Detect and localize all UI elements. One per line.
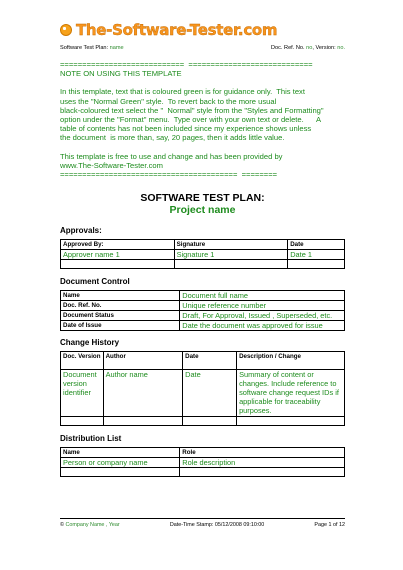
- template-note: [60, 60, 350, 179]
- note-line: black-coloured text select the " Normal" style from the "Styles and Formatting": [60, 105, 324, 115]
- note-line: This template is free to use and change and has been provided by: [60, 151, 283, 161]
- distribution-list-heading: Distribution List: [60, 434, 122, 443]
- table-row: Person or company name Role description: [61, 458, 345, 468]
- footer-company: © Company Name , Year: [60, 522, 120, 528]
- table-row-empty: [61, 468, 345, 477]
- change-history-heading: Change History: [60, 338, 120, 347]
- footer-divider: [60, 518, 345, 519]
- note-line: table of contents has not been included since my experience shows unless: [60, 124, 312, 134]
- note-rule-bottom: ======================================== ========: [60, 170, 278, 180]
- table-row: Document Status Draft, For Approval, Issued , Superseded, etc.: [61, 311, 345, 321]
- logo-text: The-Software-Tester.com: [76, 21, 278, 39]
- distribution-table: [60, 447, 345, 477]
- footer-timestamp: Date-Time Stamp: 05/12/2008 09:10:00: [169, 522, 265, 528]
- table-row: Document version identifier Author name Date Summary of content or changes. Include reference to software change request IDs if applicable for traceability purposes.: [61, 370, 345, 417]
- project-name: Project name: [169, 204, 236, 216]
- document-control-table: [60, 290, 345, 331]
- note-rule-top: ============================ ============================: [60, 60, 313, 69]
- note-line: In this template, text that is coloured green is for guidance only. This text: [60, 87, 305, 97]
- note-heading: NOTE ON USING THIS TEMPLATE: [60, 69, 182, 79]
- table-row-empty: [61, 417, 345, 426]
- page-header: [60, 45, 345, 51]
- note-line: uses the "Normal Green" style. To revert back to the more usual: [60, 96, 277, 106]
- footer-page-number: Page 1 of 12: [314, 522, 345, 528]
- table-row: Name Document full name: [61, 291, 345, 301]
- approvals-heading: Approvals:: [60, 226, 102, 235]
- page-footer: [60, 522, 345, 528]
- table-row: Date of Issue Date the document was approved for issue: [61, 321, 345, 331]
- copyright-icon: ©: [60, 522, 64, 528]
- table-row: Doc. Ref. No. Unique reference number: [61, 301, 345, 311]
- table-row-empty: [61, 260, 345, 269]
- table-header-row: Approved By: Signature Date: [61, 240, 345, 250]
- note-line: option under the "Format" menu. Type over with your own text or delete. A: [60, 115, 322, 125]
- note-link[interactable]: www.The-Software-Tester.com: [60, 160, 163, 170]
- header-doc-ref: Doc. Ref. No. no, Version: no.: [270, 45, 345, 51]
- approvals-table: [60, 239, 345, 269]
- plan-title: SOFTWARE TEST PLAN:: [140, 192, 265, 204]
- table-header-row: Name Role: [61, 448, 345, 458]
- header-plan: Software Test Plan: name: [60, 45, 124, 51]
- change-history-table: [60, 351, 345, 426]
- table-row: Approver name 1 Signature 1 Date 1: [61, 250, 345, 260]
- document-control-heading: Document Control: [60, 277, 130, 286]
- note-line: the document is more than, say, 20 pages, then it adds little value.: [60, 133, 285, 143]
- table-header-row: Doc. Version Author Date Description / Change: [61, 352, 345, 370]
- logo-circle-icon: [60, 24, 72, 36]
- site-logo: [60, 20, 277, 40]
